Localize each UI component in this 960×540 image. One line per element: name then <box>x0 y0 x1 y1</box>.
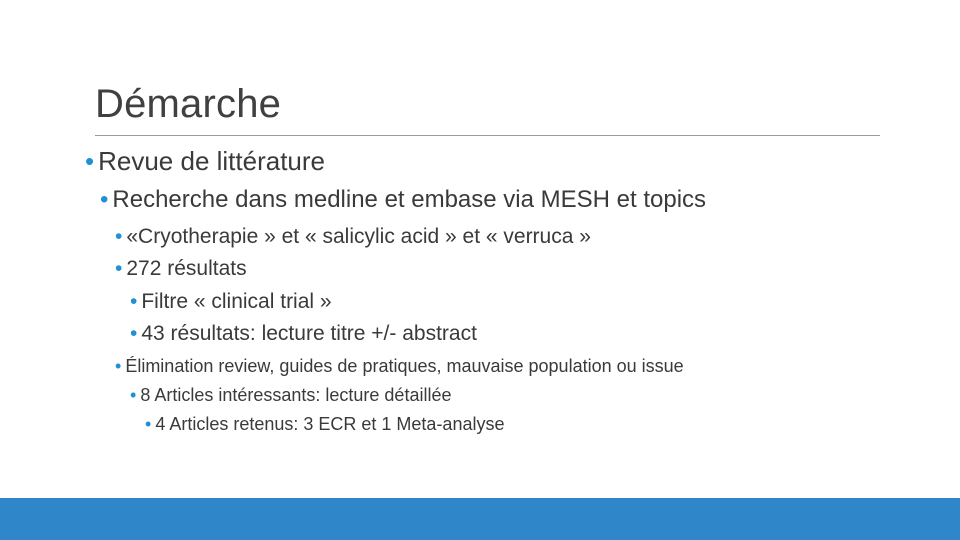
bullet-text: Recherche dans medline et embase via MESH et topics <box>112 186 707 213</box>
bullet-icon: • <box>130 385 137 405</box>
bullet-text: 272 résultats <box>126 257 247 280</box>
bullet-elimination <box>115 356 684 377</box>
bullet-text: 8 Articles intéressants: lecture détaillée <box>140 385 452 405</box>
bullet-text: Filtre « clinical trial » <box>141 290 332 313</box>
bullet-text: 43 résultats: lecture titre +/- abstract <box>141 322 477 345</box>
bullet-text: «Cryotherapie » et « salicylic acid » et « verruca » <box>126 225 591 248</box>
title-divider <box>95 135 880 136</box>
slide-title: Démarche <box>95 82 282 126</box>
bullet-4-articles <box>145 414 504 435</box>
bullet-icon: • <box>85 146 95 176</box>
bullet-icon: • <box>130 290 138 313</box>
bullet-272-resultats <box>115 257 247 281</box>
bullet-filtre <box>130 290 332 314</box>
bullet-icon: • <box>115 257 123 280</box>
bullet-search-terms <box>115 225 591 249</box>
bullet-text: Élimination review, guides de pratiques, mauvaise population ou issue <box>125 356 684 376</box>
bullet-icon: • <box>100 186 109 213</box>
bullet-text: 4 Articles retenus: 3 ECR et 1 Meta-analyse <box>155 414 505 434</box>
footer-accent-bar <box>0 498 960 540</box>
bullet-43-resultats <box>130 322 477 346</box>
bullet-text: Revue de littérature <box>98 146 326 176</box>
bullet-icon: • <box>115 225 123 248</box>
bullet-icon: • <box>115 356 122 376</box>
bullet-8-articles <box>130 385 451 406</box>
bullet-revue-de-litterature <box>85 146 325 177</box>
bullet-icon: • <box>145 414 152 434</box>
bullet-icon: • <box>130 322 138 345</box>
bullet-recherche <box>100 186 706 214</box>
